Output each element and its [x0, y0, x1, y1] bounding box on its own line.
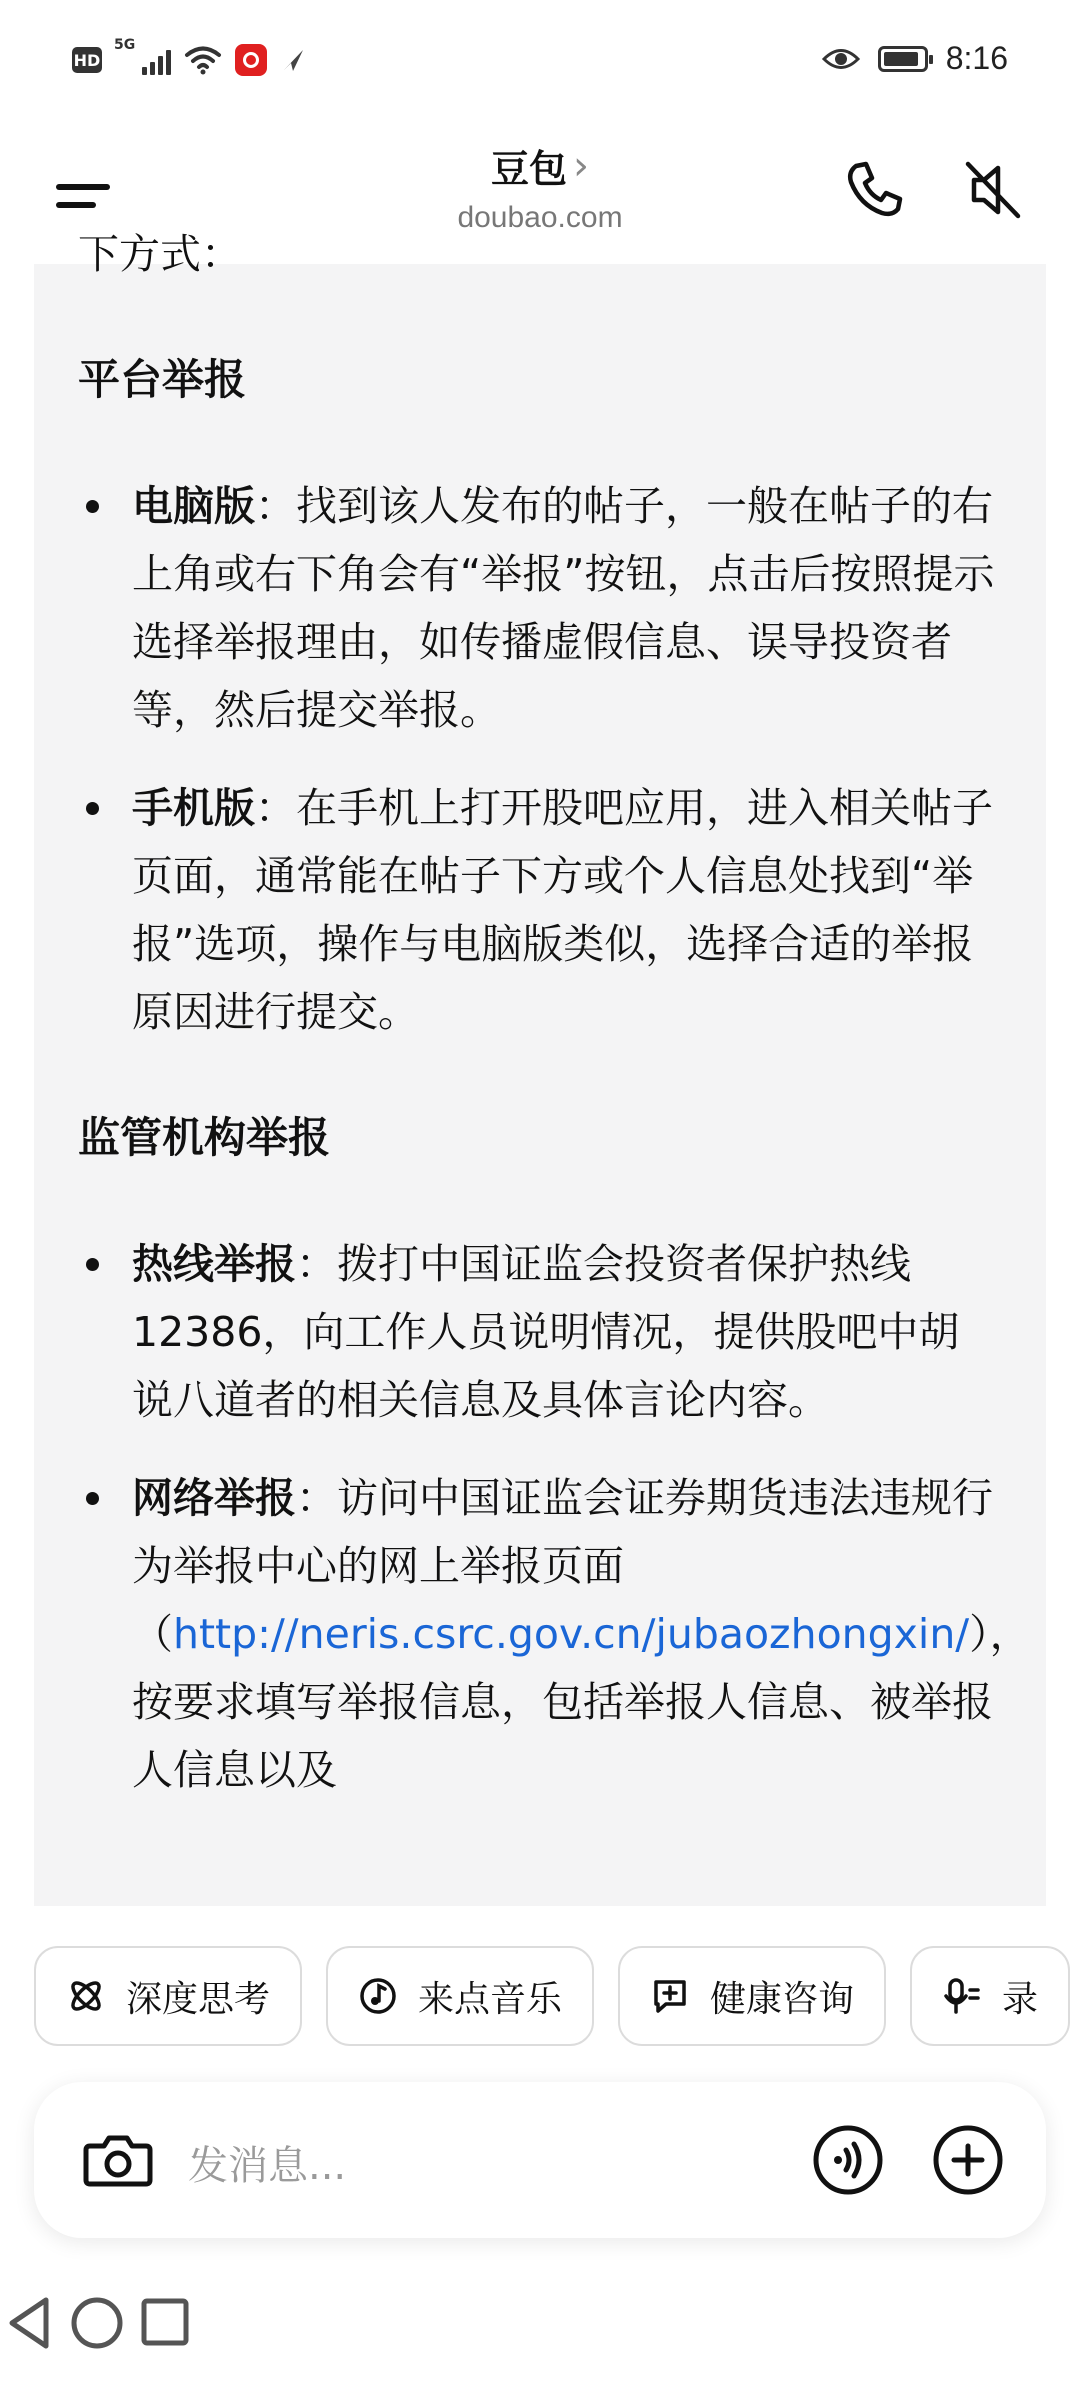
bot-message-card	[34, 230, 1046, 1906]
mic-icon	[942, 1976, 982, 2016]
message-text: 下方式：	[78, 230, 242, 278]
section-heading: 监管机构举报	[78, 1113, 331, 1162]
add-icon[interactable]	[924, 2116, 1012, 2204]
clock: 8:16	[945, 40, 1008, 76]
speaker-mute-icon[interactable]	[954, 150, 1034, 230]
report-center-link[interactable]: http://neris.csrc.gov.cn/jubaozhongxin/	[173, 1610, 970, 1658]
status-icons-right	[822, 40, 1008, 77]
atom-icon	[66, 1976, 106, 2016]
bot-name: 豆包	[490, 147, 567, 191]
list-item: 手机版：在手机上打开股吧应用，进入相关帖子页面，通常能在帖子下方或个人信息处找到“举报”选项，操作与电脑版类似，选择合适的举报原因进行提交。	[78, 774, 998, 1046]
chip-deep-thinking[interactable]: 深度思考	[34, 1946, 302, 2046]
chip-music[interactable]: 来点音乐	[326, 1946, 594, 2046]
wifi-icon	[185, 45, 221, 75]
app-notification-icon	[235, 44, 267, 76]
camera-icon[interactable]	[74, 2116, 162, 2204]
bullet-list	[78, 1230, 1031, 1804]
voice-call-icon[interactable]	[804, 2116, 892, 2204]
chevron-right-icon: ›	[573, 142, 589, 189]
list-item: 热线举报：拨打中国证监会投资者保护热线12386，向工作人员说明情况，提供股吧中胡说八道者的相关信息及具体言论内容。	[78, 1230, 998, 1434]
hd-badge: HD	[72, 47, 102, 73]
recents-nav-icon[interactable]	[134, 2288, 194, 2358]
section-heading: 平台举报	[78, 355, 247, 404]
system-nav-bar	[0, 2288, 1080, 2388]
quick-action-chips	[34, 1946, 1070, 2046]
phone-icon[interactable]	[834, 150, 914, 230]
bot-domain: doubao.com	[457, 201, 623, 234]
list-item: 网络举报：访问中国证监会证券期货违法违规行为举报中心的网上举报页面（http://neris.csrc.gov.cn/jubaozhongxin/），按要求填写举报信息，包括举报人信息、被举报人信息以及	[78, 1464, 998, 1804]
signal-icon: 5G	[116, 45, 171, 75]
list-item: 电脑版：找到该人发布的帖子，一般在帖子的右上角或右下角会有“举报”按钮，点击后按照提示选择举报理由，如传播虚假信息、误导投资者等，然后提交举报。	[78, 472, 998, 744]
home-nav-icon[interactable]	[65, 2288, 129, 2358]
message-input[interactable]: 发消息...	[188, 2143, 347, 2189]
status-bar	[0, 0, 1080, 120]
chip-record[interactable]: 录	[910, 1946, 1070, 2046]
status-icons-left	[72, 37, 307, 76]
chat-plus-icon	[650, 1976, 690, 2016]
back-nav-icon[interactable]	[0, 2288, 60, 2358]
send-status-icon	[281, 46, 307, 74]
chip-health[interactable]: 健康咨询	[618, 1946, 886, 2046]
bullet-list	[78, 472, 998, 1046]
message-input-bar	[34, 2082, 1046, 2238]
eye-icon	[822, 46, 860, 72]
music-icon	[358, 1976, 398, 2016]
battery-icon	[878, 46, 928, 72]
